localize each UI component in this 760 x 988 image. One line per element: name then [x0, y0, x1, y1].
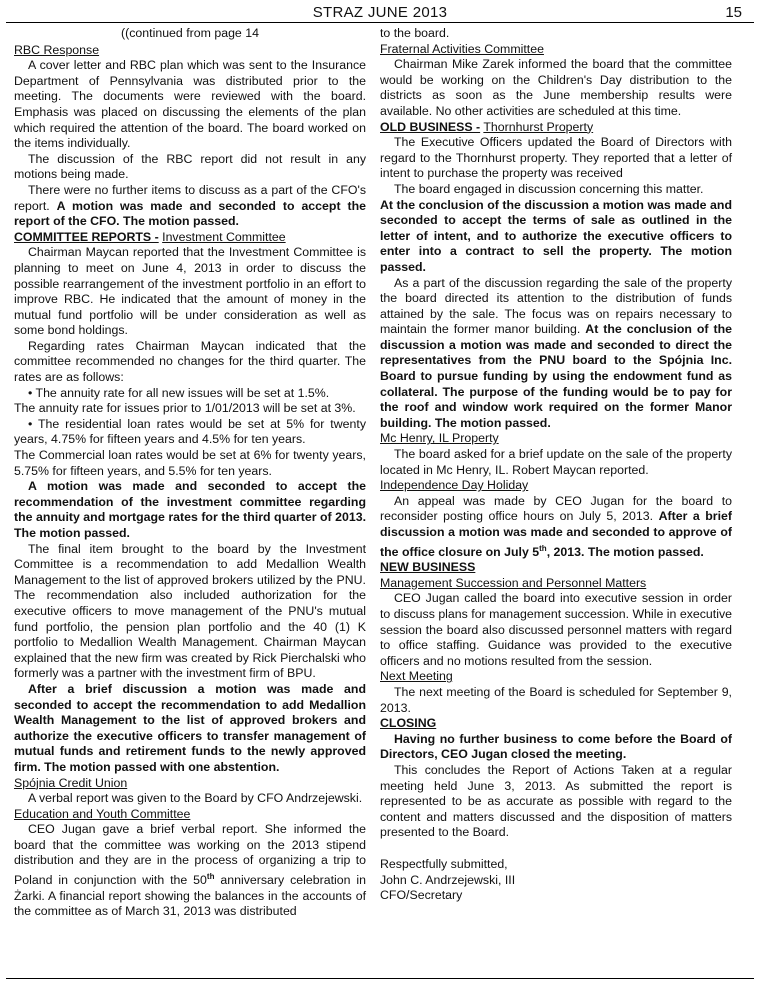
old-business-heading-sub: Thornhurst Property [483, 119, 594, 134]
independence-paragraph [380, 494, 732, 560]
thornhurst-paragraph-3-text: As a part of the discussion regarding the sale of the property the board directed its attention to the distribution of funds attained by the sale. The focus was on repairs necessary to maintain the former manor building. [380, 275, 732, 337]
education-continued: to the board. [380, 26, 450, 40]
closing-motion: Having no further business to come before the Board of Directors, CEO Jugan closed the meeting. [380, 731, 732, 762]
thornhurst-paragraph-1: The Executive Officers updated the Board of Directors with regard to the Thornhurst property. They reported that a letter of intent to purchase the property was received [380, 135, 732, 181]
next-meeting-paragraph: The next meeting of the Board is scheduled for September 9, 2013. [380, 685, 732, 715]
management-paragraph: CEO Jugan called the board into executive session in order to discuss plans for management succession. While in executive session the board also discussed personnel matters with regard to office staffing. Guidance was provided to the executive officers and no motions resulted from the session. [380, 591, 732, 668]
closing-paragraph: This concludes the Report of Actions Taken at a regular meeting held June 3, 2013. As submitted the report is represented to be as accurate as possible with regard to the content and matters discussed and the disposition of matters presented to the Board. [380, 763, 732, 840]
rbc-paragraph-3 [14, 183, 366, 230]
next-meeting-heading: Next Meeting [380, 669, 453, 684]
mchenry-paragraph: The board asked for a brief update on the sale of the property located in Mc Henry, IL. Robert Maycan reported. [380, 447, 732, 477]
left-column [14, 26, 366, 920]
independence-superscript: th [539, 543, 547, 553]
signature-line-1: Respectfully submitted, [380, 856, 508, 871]
independence-motion-b: , 2013. The motion passed. [546, 544, 704, 559]
committee-heading [14, 230, 366, 246]
thornhurst-motion-2: At the conclusion of the discussion a motion was made and seconded to direct the representatives from the PNU board to the Spójnia Inc. Board to pursue funding by using the endowment fund as collateral. The purpose of the funding would be to pay for the roof and window work required on the former Manor building. The motion passed. [380, 322, 732, 430]
rbc-paragraph-2: The discussion of the RBC report did not result in any motions being made. [14, 151, 366, 182]
spojnia-paragraph: A verbal report was given to the Board by CFO Andrzejewski. [28, 791, 363, 806]
education-superscript: th [206, 872, 215, 882]
loan-bullet-cont: The Commercial loan rates would be set at 6% for twenty years, 5.75% for fifteen years, and 5.5% for ten years. [14, 448, 366, 478]
rbc-paragraph-3-text: There were no further items to discuss as a part of the CFO's report. [14, 182, 366, 213]
annuity-bullet: • The annuity rate for all new issues will be set at 1.5%. [28, 385, 330, 400]
investment-motion-2: After a brief discussion a motion was made and seconded to accept the recommendation to add Medallion Wealth Management to the list of approved brokers and authorize the executive officers to transfer management of mutual funds and retirement funds to the newly approved firm. The motion passed with one abstention. [14, 681, 366, 774]
right-column [380, 26, 732, 904]
education-paragraph-b: anniversary celebration in Żarki. A financial report showing the balances in the accounts of the committee as of March 31, 2013 was distributed [14, 873, 367, 919]
independence-motion-a: After a brief discussion a motion was made and seconded to approve of the office closure on July 5 [380, 509, 733, 559]
education-paragraph [14, 822, 366, 920]
signature-gap [380, 841, 732, 857]
investment-motion: A motion was made and seconded to accept the recommendation of the investment committee regarding the annuity and mortgage rates for the third quarter of 2013. The motion passed. [14, 479, 366, 540]
loan-bullet: • The residential loan rates would be set at 5% for twenty years, 4.75% for fifteen years and 4.5% for ten years. [14, 416, 366, 447]
fraternal-heading: Fraternal Activities Committee [380, 41, 544, 56]
footer-rule [6, 978, 754, 979]
annuity-bullet-cont: The annuity rate for issues prior to 1/01/2013 will be set at 3%. [14, 401, 356, 416]
signature-line-3: CFO/Secretary [380, 888, 463, 903]
investment-paragraph-3: The final item brought to the board by the Investment Committee is a recommendation to add Medallion Wealth Management to the list of approved brokers utilized by the PNU. The recommendation also included authorization for the executive officers to move management of the PNU's mutual fund portfolio, the pension plan portfolio and the 40 (1) K portfolio to Medallion Wealth Management. Chairman Maycan explained that the new firm was created by Rick Pierchalski who formerly was a partner with the investment firm of BPU. [14, 541, 366, 681]
committee-heading-bold: COMMITTEE REPORTS - [14, 229, 159, 244]
thornhurst-motion: At the conclusion of the discussion a motion was made and seconded to accept the terms of sale as outlined in the letter of intent, and to authorize the executive officers to enter into a contract to sell the property. The motion passed. [380, 197, 732, 274]
fraternal-paragraph: Chairman Mike Zarek informed the board that the committee would be working on the Children's Day distribution to the districts as soon as the June membership results were available. No other activities are scheduled at this time. [380, 57, 732, 118]
page-number: 15 [725, 4, 742, 21]
committee-heading-sub: Investment Committee [162, 229, 286, 244]
rbc-heading: RBC Response [14, 42, 100, 57]
thornhurst-paragraph-3 [380, 276, 732, 432]
independence-heading: Independence Day Holiday [380, 478, 529, 493]
education-paragraph-a: CEO Jugan gave a brief verbal report. She informed the board that the committee was working on the 2013 stipend distribution and they are in the process of organizing a trip to Poland in conjunction with the 50 [14, 822, 366, 888]
signature-line-2: John C. Andrzejewski, III [380, 872, 516, 887]
management-heading: Management Succession and Personnel Matters [380, 575, 647, 590]
investment-paragraph-1: Chairman Maycan reported that the Investment Committee is planning to meet on June 4, 2013 in order to discuss the possible rearrangement of the investment portfolio in an effort to improve RBC. He indicated that the amount of money in the mutual fund portfolio will be under consideration as well as some bond holdings. [14, 245, 366, 338]
independence-paragraph-text: An appeal was made by CEO Jugan for the board to reconsider posting office hours on July 5, 2013. [380, 493, 732, 524]
old-business-heading-bold: OLD BUSINESS - [380, 119, 481, 134]
spojnia-heading: Spójnia Credit Union [14, 775, 128, 790]
page-header [6, 4, 754, 23]
investment-paragraph-2: Regarding rates Chairman Maycan indicated that the committee recommended no changes for the third quarter. The rates are as follows: [14, 338, 366, 385]
rbc-paragraph-1: A cover letter and RBC plan which was sent to the Insurance Department of Pennsylvania was distributed prior to the meeting. The documents were reviewed with the board. Emphasis was placed on discussing the elements of the plan which required the attention of the board. The board worked on the items individually. [14, 58, 366, 151]
page-title: STRAZ JUNE 2013 [312, 4, 448, 21]
continued-note: ((continued from page 14 [121, 26, 259, 40]
closing-heading: CLOSING [380, 716, 437, 731]
new-business-heading: NEW BUSINESS [380, 560, 476, 575]
rbc-motion: A motion was made and seconded to accept the report of the CFO. The motion passed. [14, 198, 366, 229]
thornhurst-paragraph-2: The board engaged in discussion concerning this matter. [394, 181, 704, 196]
education-heading: Education and Youth Committee [14, 806, 191, 821]
mchenry-heading: Mc Henry, IL Property [380, 431, 499, 446]
old-business-heading [380, 120, 732, 136]
